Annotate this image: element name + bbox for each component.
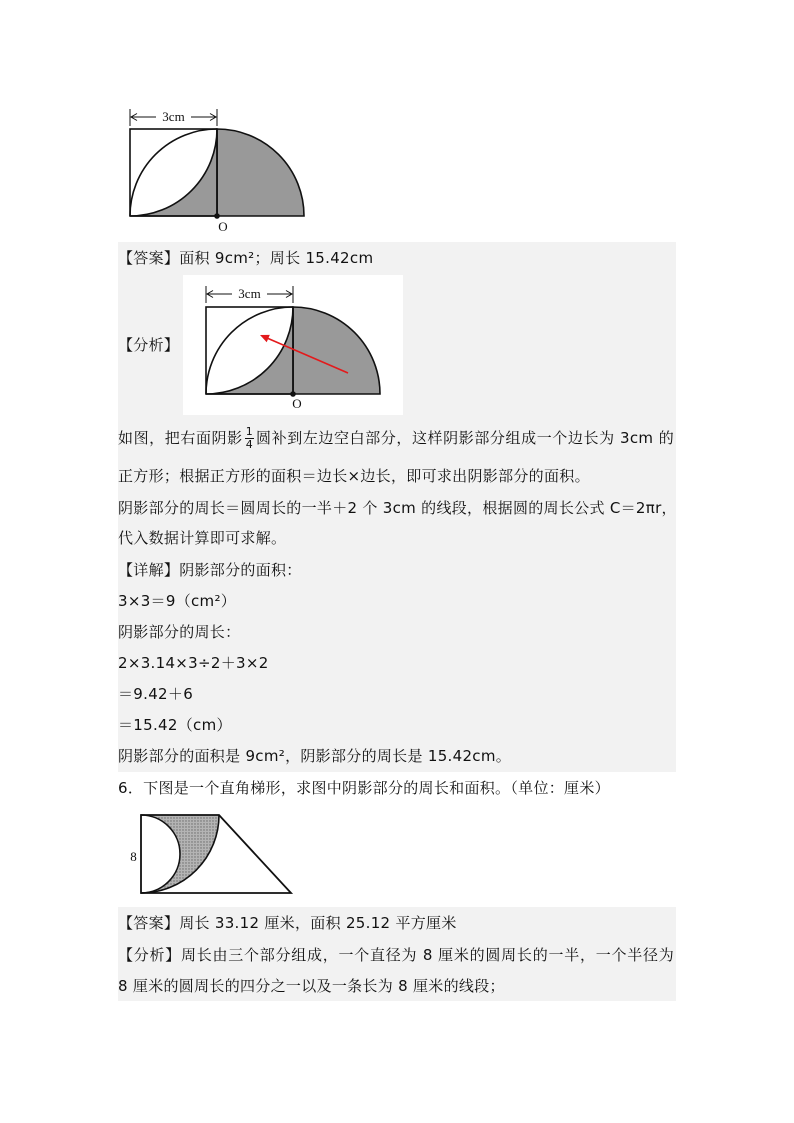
analysis-label: 【分析】 [118,336,180,354]
dimension-label: 3cm [238,286,261,301]
dimension-label: 3cm [162,109,185,124]
problem6-number: 6． [118,779,144,797]
answer-text: 面积 9cm²；周长 15.42cm [179,249,374,267]
analysis-label: 【分析】 [118,946,182,964]
answer-label: 【答案】 [118,914,180,932]
problem6-answer [118,908,457,939]
center-point [214,213,220,219]
fraction-one-quarter [245,426,254,451]
fraction-denominator: 4 [245,438,253,451]
solution-line-1-text: 阴影部分的面积： [179,561,302,579]
fraction-numerator: 1 [245,425,253,438]
solution-line-1 [118,555,302,586]
center-label: O [218,219,228,234]
analysis-line-1-before: 如图，把右面阴影 [118,429,243,447]
analysis-line-3: 阴影部分的周长＝圆周长的一半＋2 个 3cm 的线段，根据圆的周长公式 C＝2πr， [118,499,677,517]
problem6-analysis-line-2: 8 厘米的圆周长的四分之一以及一条长为 8 厘米的线段； [118,977,505,995]
solution-line-7: 阴影部分的面积是 9cm²，阴影部分的周长是 15.42cm。 [118,747,512,765]
analysis-line-1-after: 圆补到左边空白部分，这样阴影部分组成一个边长为 3cm 的 [255,429,674,447]
side-length-label: 8 [130,849,137,864]
solution-line-6: ＝15.42（cm） [118,716,232,734]
solution-line-2: 3×3＝9（cm²） [118,592,237,610]
analysis-line-1-text: 周长由三个部分组成，一个直径为 8 厘米的圆周长的一半，一个半径为 [181,946,675,964]
problem6-question-text: 下图是一个直角梯形，求图中阴影部分的周长和面积。（单位：厘米） [143,779,610,797]
shaded-quarter-circle [217,129,304,216]
answer-text: 周长 33.12 厘米，面积 25.12 平方厘米 [179,914,457,932]
analysis-line-2: 正方形；根据正方形的面积＝边长×边长，即可求出阴影部分的面积。 [118,467,590,485]
problem5-answer [118,243,373,274]
shaded-square-corner [130,129,217,216]
answer-label: 【答案】 [118,249,180,267]
right-trapezoid-figure [125,808,297,900]
problem6-question [118,773,610,804]
analysis-line-1 [118,421,674,455]
problem6-analysis-line-1 [118,940,674,971]
analysis-figure [183,275,403,415]
solution-label: 【详解】 [118,561,180,579]
analysis-line-4: 代入数据计算即可求解。 [118,529,287,547]
center-label: O [292,396,302,411]
solution-line-5: ＝9.42＋6 [118,685,194,703]
solution-line-3: 阴影部分的周长： [118,623,241,641]
square-quarter-circle-figure [120,100,315,236]
solution-line-4: 2×3.14×3÷2＋3×2 [118,654,269,672]
